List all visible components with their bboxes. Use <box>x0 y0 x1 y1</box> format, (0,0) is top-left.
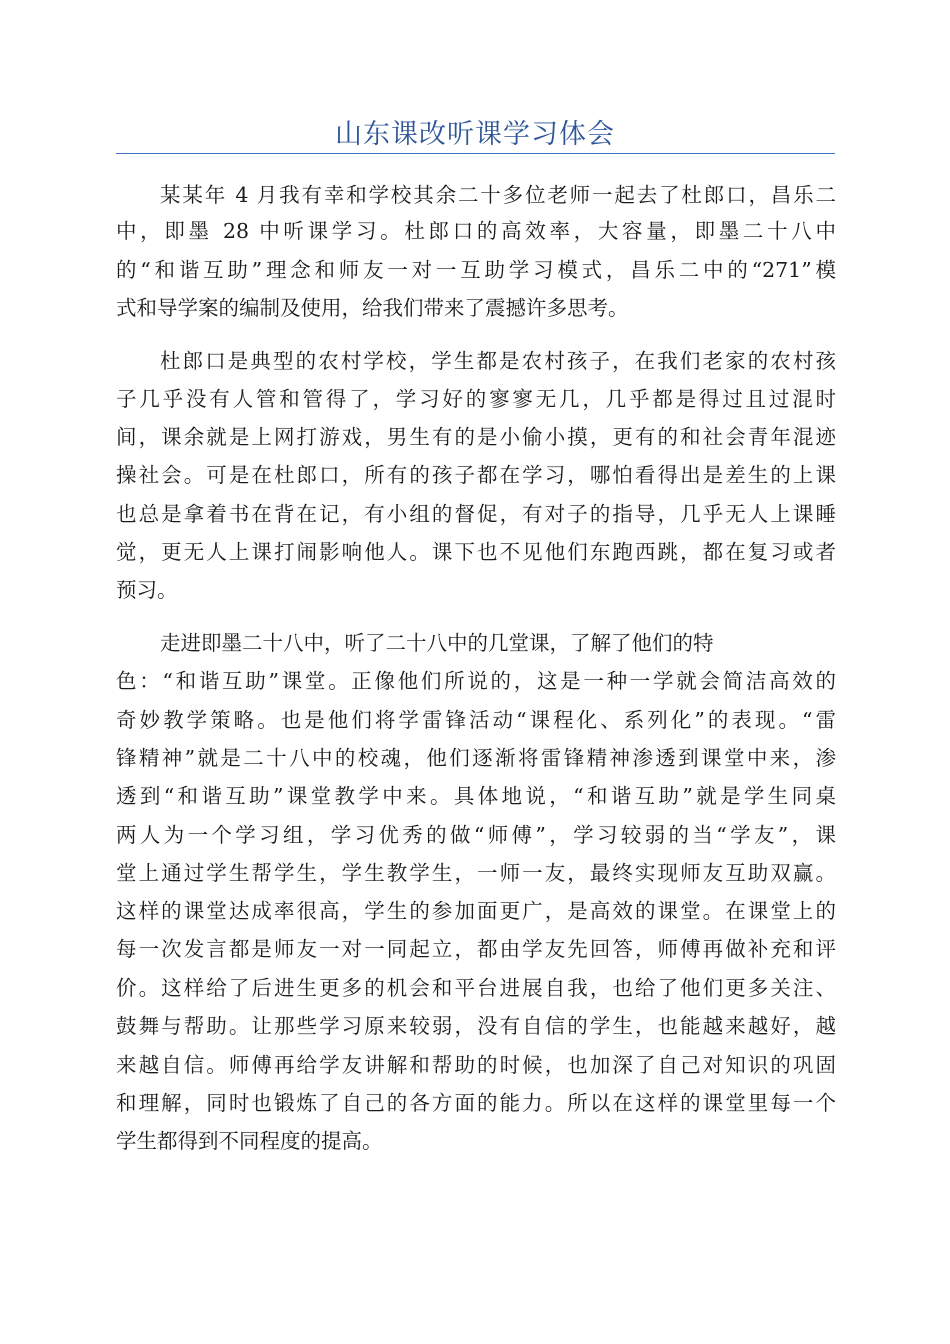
paragraph-1-line-2: 中，即墨 28 中听课学习。杜郎口的高效率，大容量，即墨二十八中 <box>116 219 836 243</box>
paragraph-3-line-10: 价。这样给了后进生更多的机会和平台进展自我，也给了他们更多关注、 <box>116 976 836 1000</box>
title-underline <box>116 153 835 154</box>
paragraph-3-line-11: 鼓舞与帮助。让那些学习原来较弱，没有自信的学生，也能越来越好，越 <box>116 1014 836 1038</box>
paragraph-1-line-4: 式和导学案的编制及使用，给我们带来了震撼许多思考。 <box>116 296 629 320</box>
paragraph-1-line-3: 的“和谐互助”理念和师友一对一互助学习模式，昌乐二中的“271”模 <box>116 258 836 282</box>
paragraph-3-line-9: 每一次发言都是师友一对一同起立，都由学友先回答，师傅再做补充和评 <box>116 937 836 961</box>
paragraph-3-line-7: 堂上通过学生帮学生，学生教学生，一师一友，最终实现师友互助双赢。 <box>116 861 836 885</box>
paragraph-3-line-1: 走进即墨二十八中，听了二十八中的几堂课，了解了他们的特 <box>160 631 714 655</box>
paragraph-1-line-1: 某某年 4 月我有幸和学校其余二十多位老师一起去了杜郎口，昌乐二 <box>160 183 836 207</box>
paragraph-2-line-6: 觉，更无人上课打闹影响他人。课下也不见他们东跑西跳，都在复习或者 <box>116 540 836 564</box>
paragraph-3-line-8: 这样的课堂达成率很高，学生的参加面更广，是高效的课堂。在课堂上的 <box>116 899 836 923</box>
paragraph-2-line-3: 间，课余就是上网打游戏，男生有的是小偷小摸，更有的和社会青年混迹 <box>116 425 836 449</box>
document-title: 山东课改听课学习体会 <box>335 119 615 150</box>
paragraph-2-line-1: 杜郎口是典型的农村学校，学生都是农村孩子，在我们老家的农村孩 <box>160 349 836 373</box>
paragraph-3-line-5: 透到“和谐互助”课堂教学中来。具体地说，“和谐互助”就是学生同桌 <box>116 784 836 808</box>
paragraph-3-line-6: 两人为一个学习组，学习优秀的做“师傅”，学习较弱的当“学友”，课 <box>116 823 836 847</box>
paragraph-2-line-5: 也总是拿着书在背在记，有小组的督促，有对子的指导，几乎无人上课睡 <box>116 502 836 526</box>
paragraph-2-line-7: 预习。 <box>116 578 178 602</box>
paragraph-2-line-2: 子几乎没有人管和管得了，学习好的寥寥无几，几乎都是得过且过混时 <box>116 387 836 411</box>
paragraph-3-line-13: 和理解，同时也锻炼了自己的各方面的能力。所以在这样的课堂里每一个 <box>116 1091 836 1115</box>
paragraph-3-line-2: 色：“和谐互助”课堂。正像他们所说的，这是一种一学就会简洁高效的 <box>116 669 836 693</box>
paragraph-3-line-12: 来越自信。师傅再给学友讲解和帮助的时候，也加深了自己对知识的巩固 <box>116 1053 836 1077</box>
paragraph-3-line-14: 学生都得到不同程度的提高。 <box>116 1129 383 1153</box>
paragraph-2-line-4: 操社会。可是在杜郎口，所有的孩子都在学习，哪怕看得出是差生的上课 <box>116 463 836 487</box>
paragraph-3-line-3: 奇妙教学策略。也是他们将学雷锋活动“课程化、系列化”的表现。“雷 <box>116 708 836 732</box>
paragraph-3-line-4: 锋精神”就是二十八中的校魂，他们逐渐将雷锋精神渗透到课堂中来，渗 <box>116 746 836 770</box>
